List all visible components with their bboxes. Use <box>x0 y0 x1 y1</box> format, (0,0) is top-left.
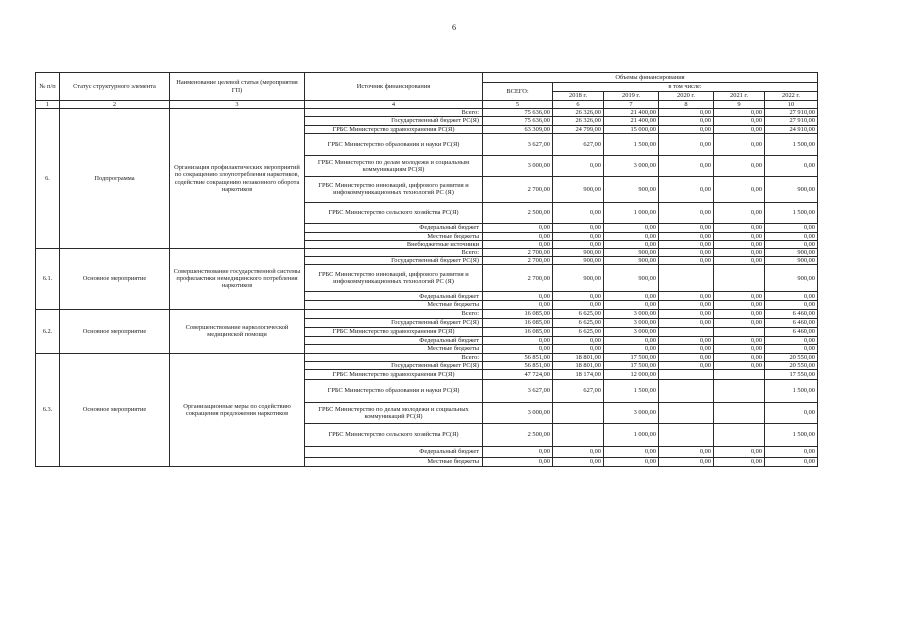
amount-year: 0,00 <box>714 344 765 353</box>
amount-year: 6 460,00 <box>765 327 818 336</box>
amount-year: 900,00 <box>553 265 604 292</box>
funding-source: Местные бюджеты <box>305 232 483 240</box>
funding-source: Всего: <box>305 309 483 318</box>
amount-year: 0,00 <box>659 292 714 301</box>
amount-year: 6 625,00 <box>553 318 604 327</box>
amount-total: 2 700,00 <box>483 257 553 265</box>
funding-source: Внебюджетные источники <box>305 240 483 248</box>
amount-year: 0,00 <box>659 318 714 327</box>
funding-source: ГРБС Министерство инноваций, цифрового развития и инфокоммуникационных технологий РС (Я) <box>305 265 483 292</box>
section-number: 6. <box>36 109 60 249</box>
amount-year: 20 550,00 <box>765 353 818 361</box>
amount-total: 0,00 <box>483 292 553 301</box>
amount-year <box>659 424 714 447</box>
amount-year: 0,00 <box>604 458 659 467</box>
section-number: 6.3. <box>36 353 60 466</box>
amount-year: 27 910,00 <box>765 117 818 125</box>
amount-total: 3 000,00 <box>483 403 553 424</box>
amount-total: 0,00 <box>483 223 553 232</box>
amount-year: 0,00 <box>714 318 765 327</box>
header-year: 2018 г. <box>553 92 604 101</box>
amount-year <box>659 265 714 292</box>
amount-year: 6 625,00 <box>553 327 604 336</box>
amount-total: 2 500,00 <box>483 424 553 447</box>
amount-year: 1 000,00 <box>604 202 659 223</box>
amount-year: 0,00 <box>714 309 765 318</box>
amount-total: 56 851,00 <box>483 361 553 369</box>
column-number: 3 <box>170 101 305 109</box>
funding-source: Местные бюджеты <box>305 301 483 309</box>
amount-year: 1 500,00 <box>765 133 818 155</box>
funding-source: Всего: <box>305 249 483 257</box>
header-num: № п/п <box>36 73 60 101</box>
amount-year: 0,00 <box>659 176 714 202</box>
amount-year: 0,00 <box>553 458 604 467</box>
amount-year: 17 500,00 <box>604 353 659 361</box>
amount-year: 0,00 <box>765 223 818 232</box>
column-number: 5 <box>483 101 553 109</box>
amount-year: 0,00 <box>765 232 818 240</box>
section-name: Совершенствование наркологической медицинской помощи <box>170 309 305 353</box>
amount-year: 6 460,00 <box>765 309 818 318</box>
amount-year: 1 500,00 <box>765 380 818 403</box>
header-year: 2022 г. <box>765 92 818 101</box>
section-status: Основное мероприятие <box>60 249 170 310</box>
amount-year: 0,00 <box>604 336 659 344</box>
amount-year: 26 326,00 <box>553 109 604 117</box>
amount-year: 627,00 <box>553 380 604 403</box>
funding-source: ГРБС Министерство сельского хозяйства РС(Я) <box>305 202 483 223</box>
amount-year: 0,00 <box>714 240 765 248</box>
amount-year: 0,00 <box>659 109 714 117</box>
amount-year: 0,00 <box>714 292 765 301</box>
amount-year <box>553 403 604 424</box>
amount-total: 63 309,00 <box>483 125 553 133</box>
amount-year <box>714 403 765 424</box>
amount-year: 21 400,00 <box>604 117 659 125</box>
amount-year: 0,00 <box>604 344 659 353</box>
amount-year: 900,00 <box>553 176 604 202</box>
column-number: 4 <box>305 101 483 109</box>
amount-year: 0,00 <box>659 133 714 155</box>
column-number: 8 <box>659 101 714 109</box>
table-row <box>36 353 818 361</box>
amount-year: 0,00 <box>765 301 818 309</box>
amount-year: 0,00 <box>659 117 714 125</box>
amount-total: 0,00 <box>483 232 553 240</box>
amount-year: 0,00 <box>553 202 604 223</box>
amount-year: 12 000,00 <box>604 370 659 380</box>
amount-year: 0,00 <box>659 202 714 223</box>
amount-year: 0,00 <box>714 232 765 240</box>
funding-source: Федеральный бюджет <box>305 292 483 301</box>
amount-year: 0,00 <box>553 232 604 240</box>
amount-year: 0,00 <box>604 292 659 301</box>
amount-total: 2 700,00 <box>483 176 553 202</box>
amount-year: 1 500,00 <box>604 133 659 155</box>
amount-year: 0,00 <box>604 240 659 248</box>
amount-year: 0,00 <box>714 336 765 344</box>
funding-source: ГРБС Министерство здравоохранения РС(Я) <box>305 125 483 133</box>
amount-year: 0,00 <box>659 361 714 369</box>
section-status: Подпрограмма <box>60 109 170 249</box>
amount-total: 75 636,00 <box>483 109 553 117</box>
page-number: 6 <box>452 23 456 32</box>
amount-year: 24 910,00 <box>765 125 818 133</box>
amount-total: 0,00 <box>483 344 553 353</box>
amount-total: 75 636,00 <box>483 117 553 125</box>
amount-year: 0,00 <box>714 447 765 458</box>
amount-year: 17 500,00 <box>604 361 659 369</box>
amount-year: 900,00 <box>765 249 818 257</box>
header-year: 2020 г. <box>659 92 714 101</box>
amount-year: 0,00 <box>553 292 604 301</box>
amount-year: 0,00 <box>659 249 714 257</box>
amount-year: 18 801,00 <box>553 353 604 361</box>
column-number: 10 <box>765 101 818 109</box>
column-number: 1 <box>36 101 60 109</box>
amount-year: 3 000,00 <box>604 403 659 424</box>
amount-year: 0,00 <box>553 223 604 232</box>
amount-year: 3 000,00 <box>604 309 659 318</box>
amount-year: 3 000,00 <box>604 155 659 176</box>
amount-year: 0,00 <box>765 336 818 344</box>
column-number: 7 <box>604 101 659 109</box>
header-status: Статус структурного элемента <box>60 73 170 101</box>
amount-year: 0,00 <box>604 447 659 458</box>
amount-year: 0,00 <box>659 301 714 309</box>
amount-year: 0,00 <box>659 447 714 458</box>
header-name: Наименование целевой статьи (мероприятия ГП) <box>170 73 305 101</box>
funding-source: Государственный бюджет РС(Я) <box>305 117 483 125</box>
funding-source: Государственный бюджет РС(Я) <box>305 361 483 369</box>
amount-year <box>659 327 714 336</box>
amount-year: 0,00 <box>659 125 714 133</box>
amount-year: 0,00 <box>714 117 765 125</box>
amount-year: 0,00 <box>714 109 765 117</box>
amount-year: 0,00 <box>714 133 765 155</box>
funding-source: Государственный бюджет РС(Я) <box>305 257 483 265</box>
amount-year: 0,00 <box>604 232 659 240</box>
amount-year: 0,00 <box>765 403 818 424</box>
table-row <box>36 109 818 117</box>
funding-source: ГРБС Министерство здравоохранения РС(Я) <box>305 327 483 336</box>
column-number: 6 <box>553 101 604 109</box>
amount-year: 0,00 <box>765 292 818 301</box>
amount-year: 900,00 <box>604 257 659 265</box>
amount-year: 0,00 <box>604 301 659 309</box>
amount-year: 6 460,00 <box>765 318 818 327</box>
funding-source: ГРБС Министерство образования и науки РС(Я) <box>305 380 483 403</box>
amount-total: 2 700,00 <box>483 265 553 292</box>
amount-year: 0,00 <box>714 353 765 361</box>
header-total: ВСЕГО: <box>483 83 553 101</box>
amount-year: 900,00 <box>553 257 604 265</box>
amount-year: 0,00 <box>659 344 714 353</box>
amount-year: 0,00 <box>714 155 765 176</box>
amount-year: 0,00 <box>765 458 818 467</box>
amount-year <box>714 370 765 380</box>
section-status: Основное мероприятие <box>60 309 170 353</box>
amount-year <box>659 403 714 424</box>
amount-year: 0,00 <box>553 336 604 344</box>
amount-year: 627,00 <box>553 133 604 155</box>
amount-year: 0,00 <box>659 336 714 344</box>
amount-year: 0,00 <box>553 447 604 458</box>
amount-year: 0,00 <box>714 176 765 202</box>
header-source: Источник финансирования <box>305 73 483 101</box>
amount-year: 18 174,00 <box>553 370 604 380</box>
amount-year: 900,00 <box>765 257 818 265</box>
section-name: Организация профилактических мероприятий по сокращению злоупотребления наркотиков, содействие сокращению незаконного оборота наркотиков <box>170 109 305 249</box>
funding-source: ГРБС Министерство сельского хозяйства РС(Я) <box>305 424 483 447</box>
amount-year: 0,00 <box>659 232 714 240</box>
funding-source: Государственный бюджет РС(Я) <box>305 318 483 327</box>
amount-year: 0,00 <box>659 223 714 232</box>
amount-year: 0,00 <box>659 309 714 318</box>
section-name: Совершенствование государственной системы профилактики немедицинского потребления наркотиков <box>170 249 305 310</box>
column-number: 2 <box>60 101 170 109</box>
amount-year: 900,00 <box>604 176 659 202</box>
amount-year <box>553 424 604 447</box>
amount-year: 0,00 <box>714 257 765 265</box>
header-year: 2019 г. <box>604 92 659 101</box>
amount-year: 0,00 <box>659 458 714 467</box>
amount-year: 0,00 <box>659 257 714 265</box>
amount-year: 0,00 <box>553 155 604 176</box>
amount-year: 0,00 <box>553 240 604 248</box>
amount-total: 16 085,00 <box>483 309 553 318</box>
amount-year: 3 000,00 <box>604 327 659 336</box>
financing-table <box>35 72 818 467</box>
amount-total: 16 085,00 <box>483 327 553 336</box>
amount-year: 1 500,00 <box>604 380 659 403</box>
amount-total: 0,00 <box>483 301 553 309</box>
amount-year: 1 500,00 <box>765 424 818 447</box>
amount-year: 900,00 <box>604 249 659 257</box>
funding-source: ГРБС Министерство образования и науки РС(Я) <box>305 133 483 155</box>
funding-source: Всего: <box>305 353 483 361</box>
amount-year: 27 910,00 <box>765 109 818 117</box>
table-row <box>36 309 818 318</box>
amount-year <box>714 380 765 403</box>
amount-year <box>714 265 765 292</box>
funding-source: Федеральный бюджет <box>305 223 483 232</box>
amount-year: 900,00 <box>765 176 818 202</box>
amount-total: 0,00 <box>483 447 553 458</box>
header-volumes: Объемы финансирования <box>483 73 818 83</box>
amount-total: 0,00 <box>483 458 553 467</box>
amount-year: 0,00 <box>714 458 765 467</box>
amount-year: 0,00 <box>659 155 714 176</box>
funding-source: ГРБС Министерство по делам молодежи и социальным коммуникациям РС(Я) <box>305 155 483 176</box>
amount-year: 3 000,00 <box>604 318 659 327</box>
amount-year <box>659 380 714 403</box>
amount-year: 21 400,00 <box>604 109 659 117</box>
amount-year: 17 550,00 <box>765 370 818 380</box>
amount-year: 0,00 <box>659 353 714 361</box>
amount-year: 0,00 <box>659 240 714 248</box>
amount-year: 0,00 <box>765 447 818 458</box>
section-number: 6.1. <box>36 249 60 310</box>
amount-year: 0,00 <box>714 361 765 369</box>
column-number: 9 <box>714 101 765 109</box>
section-name: Организационные меры по содействию сокращения предложения наркотиков <box>170 353 305 466</box>
amount-year: 24 799,00 <box>553 125 604 133</box>
funding-source: ГРБС Министерство по делам молодежи и социальных коммуникаций РС(Я) <box>305 403 483 424</box>
amount-total: 3 627,00 <box>483 133 553 155</box>
amount-year: 0,00 <box>604 223 659 232</box>
amount-total: 16 085,00 <box>483 318 553 327</box>
amount-year: 18 801,00 <box>553 361 604 369</box>
amount-year: 0,00 <box>714 249 765 257</box>
amount-total: 0,00 <box>483 336 553 344</box>
amount-total: 2 500,00 <box>483 202 553 223</box>
amount-year: 900,00 <box>604 265 659 292</box>
amount-year: 900,00 <box>765 265 818 292</box>
amount-total: 3 000,00 <box>483 155 553 176</box>
table-row <box>36 249 818 257</box>
amount-year <box>714 424 765 447</box>
amount-year: 900,00 <box>553 249 604 257</box>
funding-source: Местные бюджеты <box>305 458 483 467</box>
section-status: Основное мероприятие <box>60 353 170 466</box>
amount-year: 0,00 <box>765 155 818 176</box>
amount-year: 0,00 <box>553 344 604 353</box>
funding-source: Федеральный бюджет <box>305 447 483 458</box>
amount-total: 0,00 <box>483 240 553 248</box>
funding-source: Местные бюджеты <box>305 344 483 353</box>
amount-total: 47 724,00 <box>483 370 553 380</box>
amount-year: 0,00 <box>714 223 765 232</box>
amount-year: 0,00 <box>714 301 765 309</box>
amount-total: 56 851,00 <box>483 353 553 361</box>
amount-year: 0,00 <box>765 240 818 248</box>
funding-source: ГРБС Министерство инноваций, цифрового развития и инфокоммуникационных технологий РС (Я) <box>305 176 483 202</box>
funding-source: Всего: <box>305 109 483 117</box>
table-body <box>36 109 818 467</box>
amount-year: 15 000,00 <box>604 125 659 133</box>
amount-year: 6 625,00 <box>553 309 604 318</box>
amount-year: 0,00 <box>714 125 765 133</box>
amount-year: 1 000,00 <box>604 424 659 447</box>
amount-year <box>714 327 765 336</box>
amount-year <box>659 370 714 380</box>
amount-year: 0,00 <box>553 301 604 309</box>
amount-year: 0,00 <box>765 344 818 353</box>
amount-total: 3 627,00 <box>483 380 553 403</box>
funding-source: Федеральный бюджет <box>305 336 483 344</box>
amount-year: 20 550,00 <box>765 361 818 369</box>
funding-source: ГРБС Министерство здравоохранения РС(Я) <box>305 370 483 380</box>
amount-total: 2 700,00 <box>483 249 553 257</box>
amount-year: 1 500,00 <box>765 202 818 223</box>
amount-year: 0,00 <box>714 202 765 223</box>
header-year: 2021 г. <box>714 92 765 101</box>
header-incl: в том числе: <box>553 83 818 92</box>
amount-year: 26 326,00 <box>553 117 604 125</box>
section-number: 6.2. <box>36 309 60 353</box>
